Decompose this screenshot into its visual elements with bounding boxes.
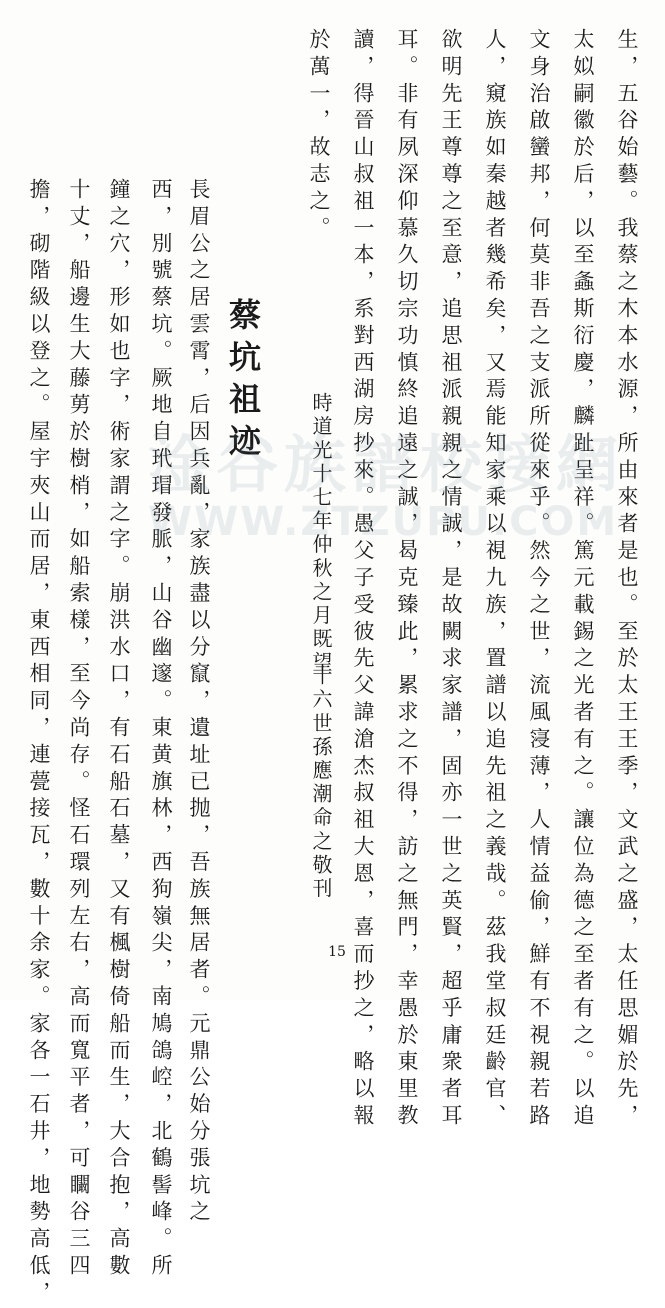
preface-column-7: 讀，得晉山叔祖一本，系對西湖房抄來。愚父子受彼先父諱滄杰叔祖大恩，喜而抄之，略以報 xyxy=(351,28,375,1131)
preface-column-2: 太姒嗣徽於后，以至螽斯衍慶，麟趾呈祥。篤元載錫之光者有之。讓位為德之至者有之。以追 xyxy=(571,28,595,1131)
preface-column-5: 欲明先王尊尊之至意，追思祖派親親之情誠，是故闕求家譜，固亦一世之英賢，超乎庸衆者耳 xyxy=(439,28,463,1131)
signature-date: 時道光十七年仲秋之月既望 xyxy=(309,392,333,676)
section-column-3: 鐘之穴，形如也字，術家謂之字。崩洪水口，有石船石墓，又有楓樹倚船而生，大合抱，高數 xyxy=(107,178,131,1281)
preface-column-1: 生，五谷始藝。我蔡之木本水源，所由來者是也。至於太王王季，文武之盛，太任思媚於先， xyxy=(615,28,639,1131)
watermark-en: WWW.ZTZUPU.COM xyxy=(148,499,619,545)
page-number: 15 xyxy=(328,944,346,960)
watermark-cn: 淦谷族譜校接網 xyxy=(148,428,625,501)
section-column-2: 西，別號蔡坑。厥地自玳瑁發脈，山谷幽邃。東黄旗林，西狗嶺尖，南鳩鴿崆，北鶴髻峰。所 xyxy=(149,178,173,1281)
section-column-5: 擔，砌階級以登之。屋宇夾山而居，東西相同，連甍接瓦，數十余家。家各一石井，地勢高低， xyxy=(27,178,51,1308)
preface-column-3: 文身治啟蠻邦，何莫非吾之支派所從來乎。然今之世，流風寖薄，人情益偷，鮮有不視親若路 xyxy=(527,28,551,1131)
preface-column-4: 人，窺族如秦越者幾希矣，又焉能知家乘以視九族，置譜以追先祖之義哉。茲我堂叔廷齡官、 xyxy=(483,28,507,1131)
section-column-4: 十丈，船邊生大藤莮於樹梢，如船索樣，至今尚存。怪石環列左右，高而寬平者，可矙谷三四 xyxy=(67,178,91,1281)
signature-name: 十六世孫應潮命之敬刊 xyxy=(309,665,333,901)
preface-column-6: 耳。非有夙深仰慕久切宗功慎終追遠之誠，曷克臻此，累求之不得，訪之無門，幸愚於東里教 xyxy=(395,28,419,1131)
section-title: 蔡坑祖迹 xyxy=(224,298,262,466)
section-column-1: 長眉公之居雲霄，后因兵亂，家族盡以分竄，遺址已抛，吾族無居者。元鼎公始分張坑之 xyxy=(187,178,211,1228)
preface-column-8: 於萬一，故志之。 xyxy=(307,28,331,244)
